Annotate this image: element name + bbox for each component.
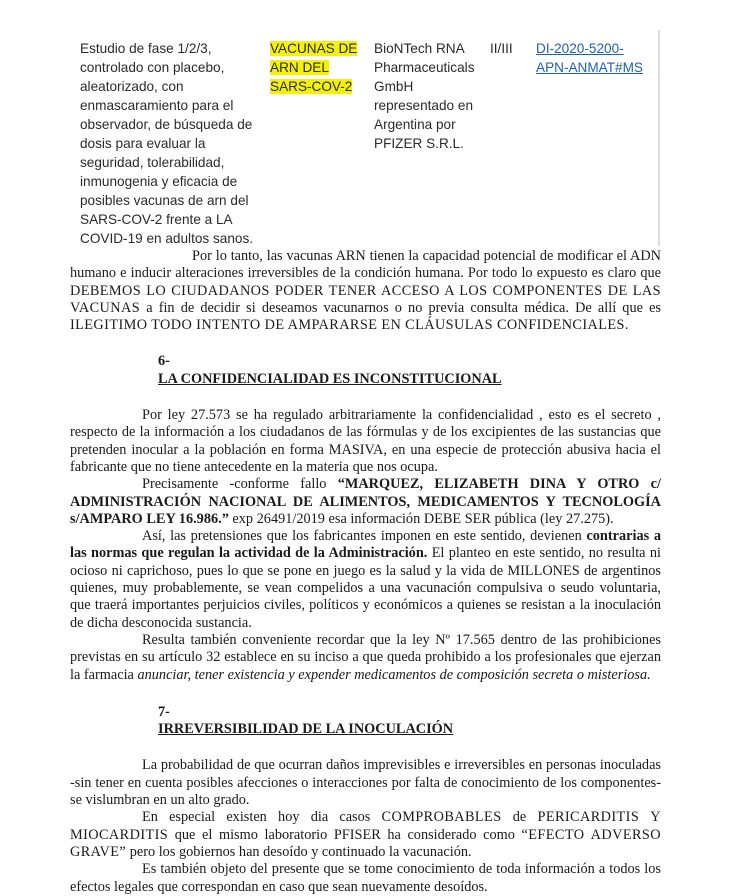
section-7-paragraph-2 [70,809,661,861]
product-cell [270,39,366,96]
highlighted-product-name: VACUNAS DE ARN DEL SARS-COV-2 [270,41,358,94]
intro-emphasis-1: DEBEMOS LO CIUDADANOS PODER TENER ACCESO A LOS COMPONENTES DE LAS VACUNAS [70,282,661,316]
s7-p2-text-g: ha considerado como [380,826,522,843]
section-6-paragraph-3 [70,528,661,632]
section-7-number: 7- [158,703,170,720]
section-6-heading [70,353,661,388]
study-description-cell: Estudio de fase 1/2/3, controlado con placebo, aleatorizado, con enmascaramiento para el observador, de búsqueda de dosis para evaluar la seguridad, tolerabilidad, inmunogenia y eficacia de posibles vacunas de arn del SARS-COV-2 frente a LA COVID-19 en adultos sanos. [80,41,254,246]
disposition-cell [536,39,646,77]
s6-p2-text-d: DEBE SER [423,510,491,527]
document-body [70,248,661,896]
s6-p1-text-a: Por ley 27.573 se ha regulado arbitrariamente la confidencialidad , esto es el secreto , respecto de la información a los ciudadanos de las fórmulas y de los excipientes de las sustancias que pretenden inocular a la población en forma [70,407,661,458]
intro-text-2: a fin de decidir si deseamos vacunarnos o no previa consulta médica. De allí que es [140,299,661,316]
disposition-link[interactable]: DI-2020-5200-APN-ANMAT#MS [536,41,643,75]
sponsor-cell: BioNTech RNA Pharmaceuticals GmbH representado en Argentina por PFIZER S.R.L. [374,41,475,151]
table-right-border [658,30,660,246]
s6-p3-emphasis: contrarias a las normas que regulan la actividad de la Administración. [70,528,661,562]
s6-p2-text-a: Precisamente -conforme fallo [142,476,338,493]
s6-p3-text-c: El planteo en este sentido, no resulta ni ocioso ni caprichoso, pues lo que se pone en juego es la salud y la vida de [70,545,661,579]
section-7-title: IRREVERSIBILIDAD DE LA INOCULACIÓN [158,721,454,738]
s6-p2-text-e: pública (ley 27.275). [490,510,614,527]
intro-text-1: Por lo tanto, las vacunas ARN tienen la capacidad potencial de modificar el ADN humano e inducir alteraciones irreversibles de la condición humana. Por todo lo expuesto es claro que [70,248,661,282]
s6-p4-text-a: Resulta también conveniente recordar que la ley Nº 17.565 dentro de las prohibiciones previstas en su artículo 32 establece en su inciso a que queda prohibido a los profesionales que ejerzan la farmacia [70,631,661,683]
section-6-paragraph-4 [70,632,661,684]
section-6-paragraph-1 [70,407,661,476]
s7-p2-text-c: de [501,809,538,826]
s6-p1-text-c: , en una especie de protección abusiva hacia el fabricante que no tiene antecedente en la materia que nos ocupa. [70,441,661,475]
section-6-number: 6- [158,353,170,370]
s6-p2-case-name: “MARQUEZ, ELIZABETH DINA Y OTRO c/ ADMINISTRACIÓN NACIONAL DE ALIMENTOS, MEDICAMENTOS Y TECNOLOGÍA s/AMPARO LEY 16.986.” [70,476,661,527]
section-6-title: LA CONFIDENCIALIDAD ES INCONSTITUCIONAL [158,370,502,387]
s6-p3-text-a: Así, las pretensiones que los fabricantes imponen en este sentido, devienen [142,528,587,545]
s7-p2-text-i: pero los gobiernos han desoído y continuado la vacunación. [126,843,472,860]
s7-p2-text-d: PERICARDITIS Y MIOCARDITIS [70,809,661,843]
section-7-paragraph-3: Es también objeto del presente que se tome conocimiento de toda información a todos los efectos legales que correspondan en caso que sean nuevamente desoídos. [70,861,661,895]
s6-p3-text-d: MILLONES [507,562,580,579]
s6-p2-text-c: exp 26491/2019 esa información [228,510,424,527]
s7-p2-text-e: que el mismo laboratorio [168,826,334,843]
section-7-heading [70,704,661,739]
s6-p1-text-b: MASIVA [328,441,384,458]
s7-p2-text-h: “EFECTO ADVERSO GRAVE” [70,826,661,860]
s6-p4-quote: anunciar, tener existencia y expender medicamentos de composición secreta o misteriosa. [137,666,651,683]
intro-emphasis-2: ILEGITIMO TODO INTENTO DE AMPARARSE EN CLÁUSULAS CONFIDENCIALES. [70,317,629,334]
s7-p2-text-b: COMPROBABLES [381,809,502,826]
intro-paragraph [70,248,661,334]
section-6-paragraph-2 [70,476,661,528]
phase-cell: II/III [490,41,513,56]
s6-p3-text-e: de argentinos quienes, muy probablemente, se vean compelidos a una vacunación compulsiva o seudo voluntaria, que traerá importantes perjuicios civiles, políticos y económicos a quienes se resistan a la inoculación de dicha desconocida sustancia. [70,562,661,631]
s7-p2-text-a: En especial existen hoy dia casos [142,809,382,826]
s7-p2-text-f: PFISER [333,826,381,843]
approvals-table-row [72,30,660,246]
section-7-paragraph-1: La probabilidad de que ocurran daños imprevisibles e irreversibles en personas inoculadas -sin tener en cuenta posibles afecciones o interacciones por falta de conocimiento de los componentes- se vislumbran en un alto grado. [70,757,661,809]
